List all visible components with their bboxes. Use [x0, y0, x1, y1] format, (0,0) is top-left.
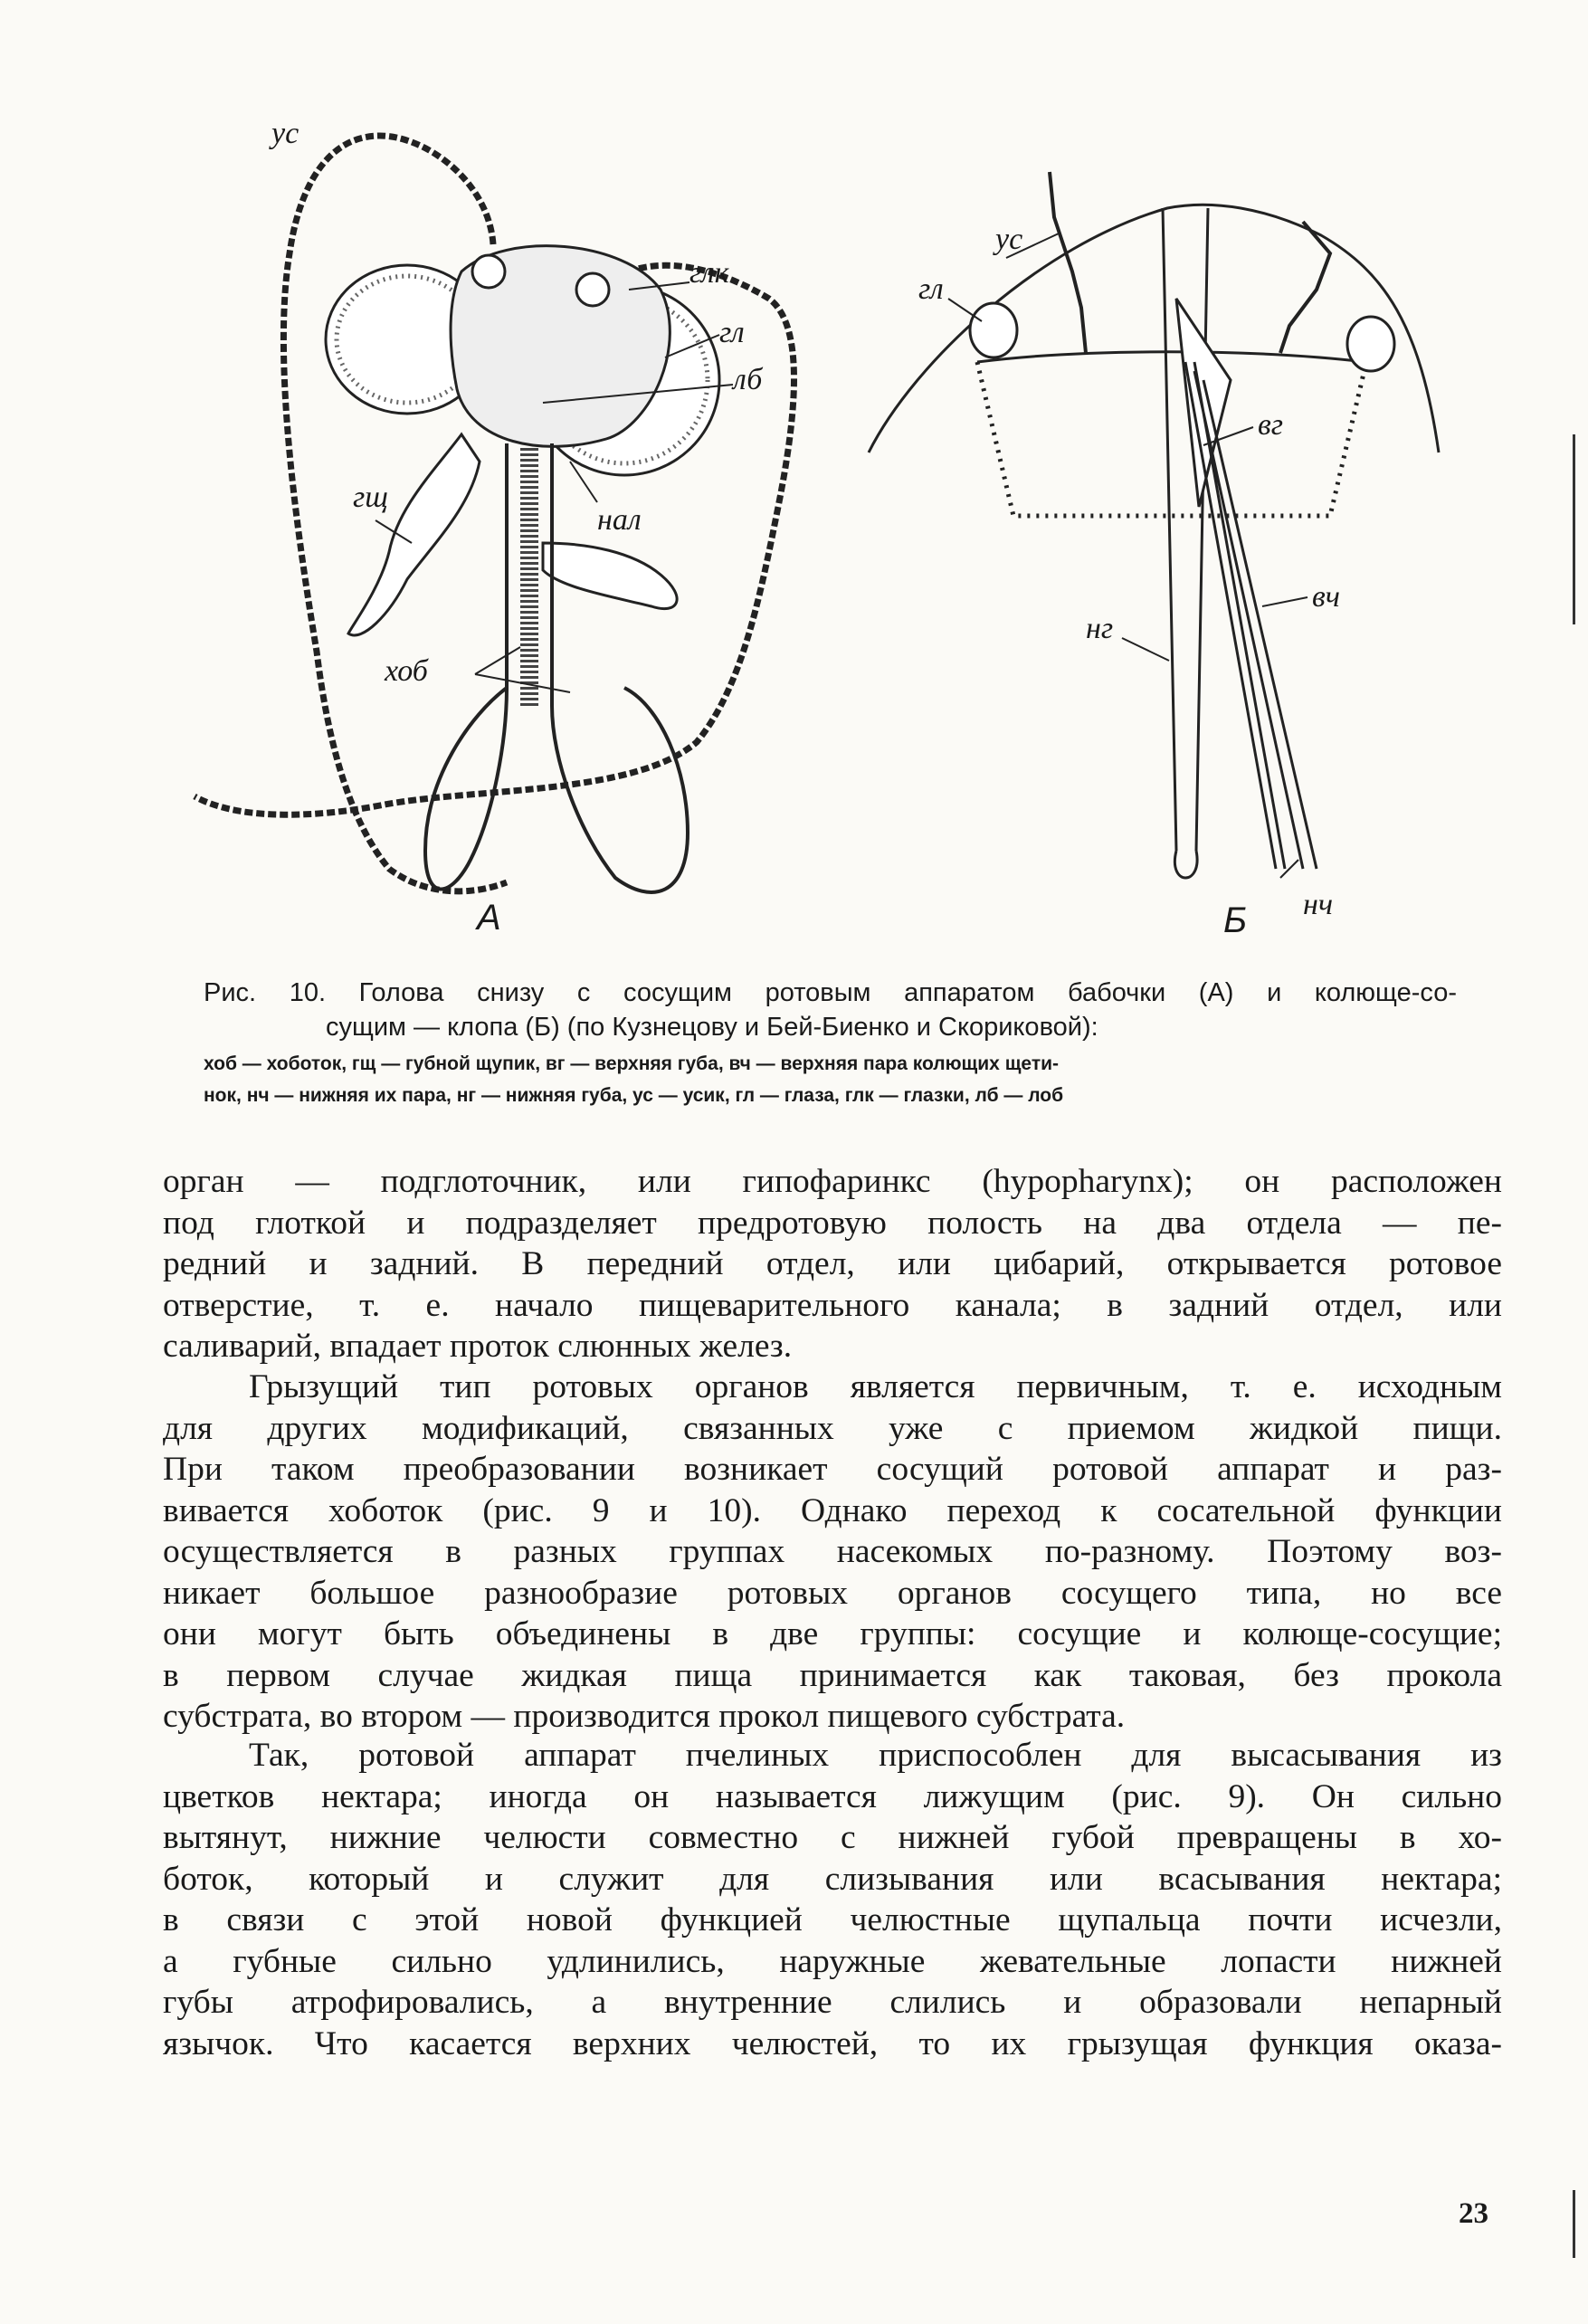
page-edge-mark — [1573, 434, 1575, 624]
figure-caption — [204, 976, 1457, 1108]
label-a-gl: гл — [719, 316, 745, 349]
text-line: субстрата, во втором — производится прокол пищевого субстрата. — [163, 1698, 1126, 1735]
text-line: а губные сильно удлинились, наружные жевательные лопасти нижней — [163, 1942, 1502, 1980]
label-b-vg: вг — [1258, 408, 1284, 442]
label-b-gl: гл — [918, 272, 944, 306]
label-a-lb: лб — [733, 363, 763, 396]
label-a-khob: хоб — [385, 654, 428, 688]
caption-line-1: Рис. 10. Голова снизу с сосущим ротовым аппаратом бабочки (А) и колюще-со- — [204, 978, 1457, 1007]
caption-line-2: сущим — клопа (Б) (по Кузнецову и Бей-Биенко и Скориковой): — [326, 1013, 1098, 1042]
label-a-us: ус — [271, 117, 300, 150]
label-a-glk: глк — [689, 256, 729, 290]
text-line: осуществляется в разных группах насекомых по-разному. Поэтому воз- — [163, 1533, 1502, 1570]
text-line: При таком преобразовании возникает сосущий ротовой аппарат и раз- — [163, 1451, 1502, 1488]
text-line: отверстие, т. е. начало пищеварительного канала; в задний отдел, или — [163, 1286, 1502, 1324]
label-b-us: ус — [995, 223, 1023, 256]
text-line: боток, который и служит для слизывания или всасывания нектара; — [163, 1860, 1502, 1898]
text-line: они могут быть объединены в две группы: сосущие и колюще-сосущие; — [163, 1615, 1502, 1653]
paragraph-2 — [163, 1367, 1502, 1738]
page-edge-mark — [1573, 2190, 1575, 2258]
text-line: для других модификаций, связанных уже с приемом жидкой пищи. — [163, 1409, 1502, 1447]
text-line: вытянут, нижние челюсти совместно с нижней губой превращены в хо- — [163, 1819, 1502, 1856]
page-number: 23 — [1459, 2197, 1488, 2230]
label-a-gshch: гщ — [353, 481, 388, 514]
label-b-vch: вч — [1312, 580, 1340, 614]
text-line: в первом случае жидкая пища принимается как таковая, без прокола — [163, 1656, 1502, 1694]
label-b-nch: нч — [1303, 888, 1334, 921]
caption-legend-1: хоб — хоботок, гщ — губной щупик, вг — верхняя губа, вч — верхняя пара колющих щети- — [204, 1053, 1059, 1074]
text-line: вивается хоботок (рис. 9 и 10). Однако переход к сосательной функции — [163, 1491, 1502, 1529]
text-line: орган — подглоточник, или гипофаринкс (hypopharynx); он расположен — [163, 1163, 1502, 1200]
text-line: губы атрофировались, а внутренние слились и образовали непарный — [163, 1984, 1502, 2021]
plate-b-letter: Б — [1223, 900, 1248, 940]
paragraph-1 — [163, 1161, 1502, 1367]
text-line: язычок. Что касается верхних челюстей, то их грызущая функция оказа- — [163, 2024, 1502, 2062]
text-line: редний и задний. В передний отдел, или цибарий, открывается ротовое — [163, 1245, 1502, 1282]
text-line: Так, ротовой аппарат пчелиных приспособлен для высасывания из — [249, 1737, 1502, 1774]
paragraph-3 — [163, 1735, 1502, 2064]
plate-a-letter: А — [477, 898, 501, 938]
text-line: в связи с этой новой функцией челюстные щупальца почти исчезли, — [163, 1901, 1502, 1938]
rostrum-b — [1163, 208, 1317, 878]
label-a-nal: нал — [597, 503, 642, 537]
text-line: под глоткой и подразделяет предротовую полость на два отдела — пе- — [163, 1204, 1502, 1242]
text-line: саливарий, впадает проток слюнных желез. — [163, 1328, 793, 1365]
label-b-ng: нг — [1086, 612, 1114, 645]
caption-legend-2: нок, нч — нижняя их пара, нг — нижняя губа, ус — усик, гл — глаза, глк — глазки, лб — лоб — [204, 1085, 1064, 1106]
text-line: никает большое разнообразие ротовых органов сосущего типа, но все — [163, 1574, 1502, 1612]
text-line: цветков нектара; иногда он называется лижущим (рис. 9). Он сильно — [163, 1777, 1502, 1815]
text-line: Грызущий тип ротовых органов является первичным, т. е. исходным — [249, 1368, 1502, 1405]
